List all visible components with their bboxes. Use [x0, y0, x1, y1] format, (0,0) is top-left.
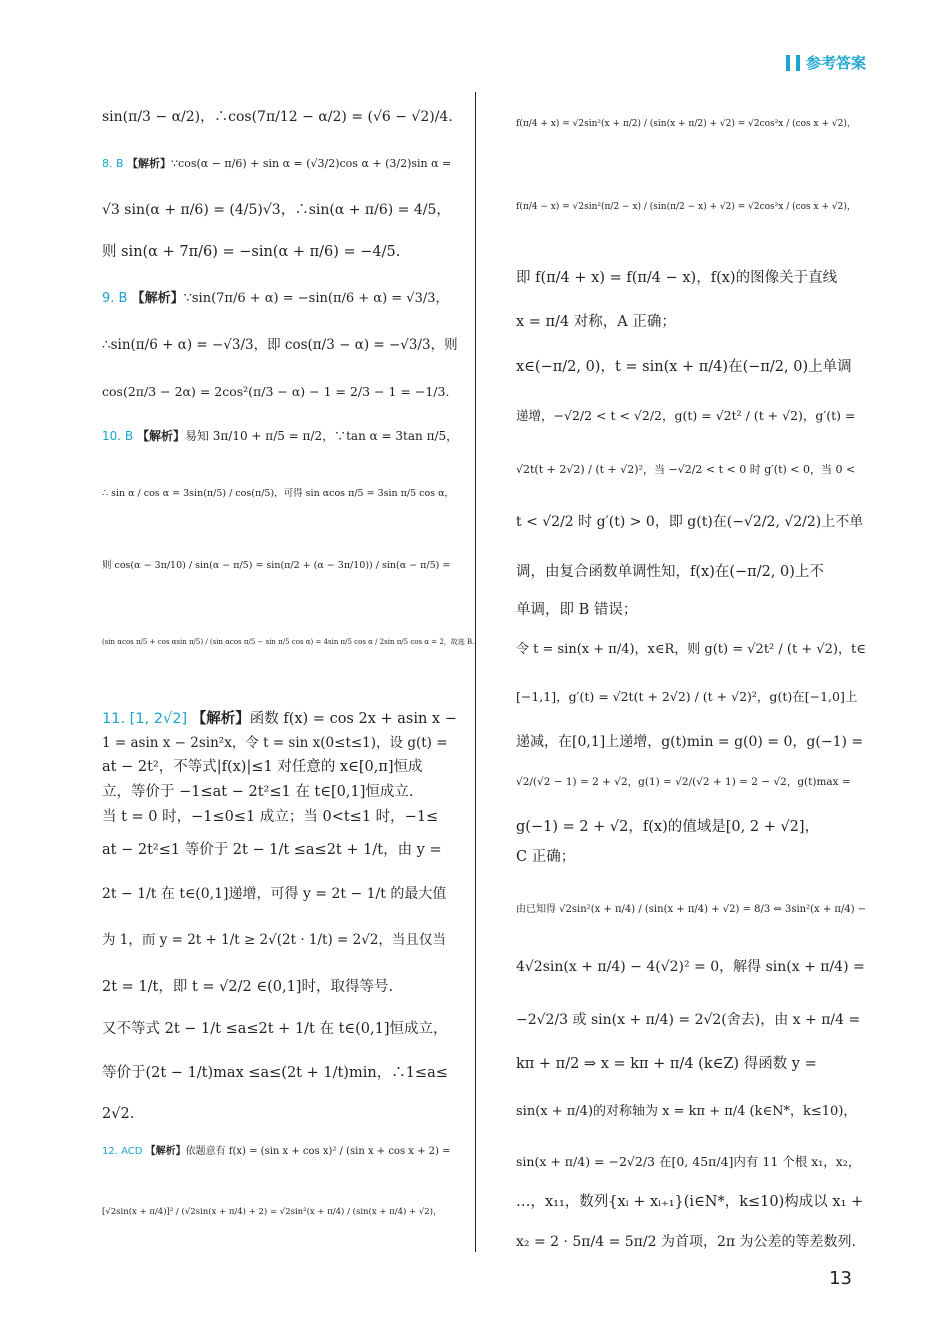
line-text: 函数 f(x) = cos 2x + asin x − [249, 711, 457, 727]
text-line [102, 107, 453, 127]
line-text: 即 f(π/4 + x) = f(π/4 − x)，f(x)的图像关于直线 [516, 270, 838, 286]
text-line [516, 1102, 856, 1122]
line-text: x = π/4 对称，A 正确； [516, 314, 676, 330]
text-line [516, 900, 866, 920]
text-line [102, 426, 458, 446]
line-text: at − 2t²≤1 等价于 2t − 1/t ≤a≤2t + 1/t，由 y = [102, 842, 442, 858]
line-text: f(π/4 + x) = √2sin²(x + π/2) / (sin(x + π/2) + √2) = √2cos²x / (cos x + √2)， [516, 119, 856, 129]
line-text: f(π/4 − x) = √2sin²(π/2 − x) / (sin(π/2 − x) + √2) = √2cos²x / (cos x + √2)， [516, 202, 856, 212]
text-line [516, 957, 865, 977]
text-line [516, 512, 863, 532]
text-line [102, 884, 446, 904]
analysis-tag: 【解析】 [145, 1146, 186, 1157]
line-text: sin(x + π/4)的对称轴为 x = kπ + π/4 (k∈N*，k≤10)， [516, 1104, 857, 1119]
line-text: −2√2/3 或 sin(x + π/4) = 2√2(舍去)，由 x + π/4 = [516, 1012, 861, 1028]
text-line [516, 687, 857, 707]
line-text: 2t = 1/t，即 t = √2/2 ∈(0,1]时，取得等号. [102, 979, 394, 995]
line-text: kπ + π/2 ⇒ x = kπ + π/4 (k∈Z) 得函数 y = [516, 1056, 817, 1072]
text-line [516, 406, 856, 426]
line-text: 1 = asin x − 2sin²x，令 t = sin x(0≤t≤1)，设 g(t) = [102, 735, 448, 751]
text-line [102, 154, 451, 174]
column-divider [475, 92, 476, 1252]
question-number: 8. B [102, 157, 128, 170]
text-line [516, 357, 852, 377]
line-text: 则 sin(α + 7π/6) = −sin(α + π/6) = −4/5. [102, 244, 401, 260]
text-line [516, 562, 824, 582]
line-text: 立，等价于 −1≤at − 2t²≤1 在 t∈[0,1]恒成立. [102, 784, 414, 800]
line-text: g(−1) = 2 + √2，f(x)的值域是[0, 2 + √2]， [516, 819, 820, 835]
text-line [516, 197, 856, 217]
question-number: 11. [1, 2√2] [102, 711, 192, 727]
text-line [102, 757, 423, 777]
text-line [102, 556, 450, 576]
page-header [786, 52, 866, 73]
text-line [102, 200, 450, 220]
line-text: 递增，−√2/2 < t < √2/2，g(t) = √2t² / (t + √2)，g′(t) = [516, 408, 856, 423]
text-line [516, 640, 866, 660]
line-text: 2t − 1/t 在 t∈(0,1]递增，可得 y = 2t − 1/t 的最大值 [102, 886, 447, 902]
text-line [102, 242, 400, 262]
text-line [516, 1152, 860, 1172]
line-text: 由已知得 √2sin²(x + π/4) / (sin(x + π/4) + √2) = 8/3 ⇔ 3sin²(x + π/4) − [516, 904, 867, 915]
text-line [516, 1232, 856, 1252]
text-line [516, 268, 837, 288]
text-line [102, 1202, 442, 1222]
text-line [516, 772, 851, 792]
question-number: 12. ACD [102, 1146, 146, 1157]
line-text: [√2sin(x + π/4)]² / (√2sin(x + π/4) + 2) = √2sin²(x + π/4) / (sin(x + π/4) + √2)， [102, 1207, 442, 1217]
line-text: √2t(t + 2√2) / (t + √2)²，当 −√2/2 < t < 0 时 g′(t) < 0，当 0 < [516, 463, 856, 476]
line-text: [−1,1]，g′(t) = √2t(t + 2√2) / (t + √2)²，g(t)在[−1,0]上 [516, 689, 858, 704]
analysis-tag: 【解析】 [127, 157, 172, 170]
line-text: √3 sin(α + π/6) = (4/5)√3，∴sin(α + π/6) = 4/5， [102, 202, 451, 218]
text-line [516, 114, 856, 134]
line-text: (sin αcos π/5 + cos αsin π/5) / (sin αcos π/5 − sin π/5 cos α) = 4sin π/5 cos α / 2sin π/5 cos α = 2，故选 B. [102, 638, 475, 646]
line-text: 4√2sin(x + π/4) − 4(√2)² = 0，解得 sin(x + π/4) = [516, 959, 865, 975]
text-line [102, 289, 449, 309]
line-text: …，x₁₁，数列{xᵢ + xᵢ₊₁}(i∈N*，k≤10)构成以 x₁ + [516, 1194, 864, 1210]
line-text: 当 t = 0 时，−1≤0≤1 成立；当 0<t≤1 时，−1≤ [102, 809, 439, 825]
line-text: 为 1，而 y = 2t + 1/t ≥ 2√(2t · 1/t) = 2√2，当且仅当 [102, 932, 446, 948]
text-line [102, 930, 446, 950]
line-text: 易知 3π/10 + π/5 = π/2，∵tan α = 3tan π/5， [184, 429, 459, 443]
line-text: 令 t = sin(x + π/4)，x∈R，则 g(t) = √2t² / (t + √2)，t∈ [516, 642, 866, 657]
line-text: t < √2/2 时 g′(t) > 0，即 g(t)在(−√2/2, √2/2)上不单 [516, 514, 864, 530]
text-line [516, 1192, 863, 1212]
text-line [102, 1063, 448, 1083]
text-line [102, 840, 442, 860]
text-line [102, 1104, 134, 1124]
line-text: 等价于(2t − 1/t)max ≤a≤(2t + 1/t)min，∴1≤a≤ [102, 1065, 448, 1081]
question-number: 9. B [102, 291, 132, 306]
line-text: at − 2t²，不等式|f(x)|≤1 对任意的 x∈[0,π]恒成 [102, 759, 423, 775]
page-number: 13 [829, 1268, 852, 1289]
line-text: ∴ sin α / cos α = 3sin(π/5) / cos(π/5)，可得 sin αcos π/5 = 3sin π/5 cos α， [102, 488, 455, 499]
line-text: C 正确； [516, 849, 576, 865]
analysis-tag: 【解析】 [136, 429, 185, 443]
line-text: √2/(√2 − 1) = 2 + √2，g(1) = √2/(√2 + 1) = 2 − √2，g(t)max = [516, 776, 851, 788]
line-text: sin(π/3 − α/2)，∴cos(7π/12 − α/2) = (√6 − √2)/4. [102, 109, 453, 125]
text-line [516, 732, 863, 752]
line-text: x∈(−π/2, 0)，t = sin(x + π/4)在(−π/2, 0)上单调 [516, 359, 852, 375]
text-line [102, 382, 449, 402]
text-line [102, 484, 454, 504]
line-text: 又不等式 2t − 1/t ≤a≤2t + 1/t 在 t∈(0,1]恒成立， [102, 1021, 448, 1037]
line-text: 2√2. [102, 1106, 135, 1122]
text-line [102, 1142, 450, 1162]
line-text: ∴sin(π/6 + α) = −√3/3，即 cos(π/3 − α) = −√3/3，则 [102, 337, 458, 353]
text-line [516, 1054, 817, 1074]
line-text: 调，由复合函数单调性知，f(x)在(−π/2, 0)上不 [516, 564, 824, 580]
line-text: sin(x + π/4) = −2√2/3 在[0, 45π/4]内有 11 个根 x₁，x₂， [516, 1154, 861, 1169]
text-line [516, 600, 637, 620]
line-text: ∵cos(α − π/6) + sin α = (√3/2)cos α + (3/2)sin α = [171, 157, 452, 170]
line-text: 依题意有 f(x) = (sin x + cos x)² / (sin x + cos x + 2) = [185, 1146, 451, 1157]
analysis-tag: 【解析】 [191, 711, 250, 727]
line-text: 递减，在[0,1]上递增，g(t)min = g(0) = 0，g(−1) = [516, 734, 864, 750]
analysis-tag: 【解析】 [131, 291, 184, 306]
text-line [516, 847, 575, 867]
text-line [102, 733, 448, 753]
text-line [516, 312, 676, 332]
line-text: x₂ = 2 · 5π/4 = 5π/2 为首项，2π 为公差的等差数列. [516, 1234, 856, 1250]
header-title: 参考答案 [805, 54, 866, 72]
text-line [516, 460, 855, 480]
text-line [102, 1019, 448, 1039]
question-number: 10. B [102, 429, 137, 443]
header-bar-icon [786, 55, 790, 71]
text-line [102, 709, 457, 729]
line-text: cos(2π/3 − 2α) = 2cos²(π/3 − α) − 1 = 2/3 − 1 = −1/3. [102, 384, 450, 399]
line-text: 单调，即 B 错误； [516, 602, 638, 618]
text-line [102, 977, 393, 997]
text-line [102, 782, 413, 802]
line-text: ∵sin(7π/6 + α) = −sin(π/6 + α) = √3/3， [183, 291, 449, 306]
text-line [102, 335, 458, 355]
header-bar-icon [796, 55, 800, 71]
text-line [516, 1010, 860, 1030]
text-line [102, 807, 438, 827]
line-text: 则 cos(α − 3π/10) / sin(α − π/5) = sin(π/2 + (α − 3π/10)) / sin(α − π/5) = [102, 560, 451, 571]
text-line [102, 632, 474, 652]
text-line [516, 817, 819, 837]
